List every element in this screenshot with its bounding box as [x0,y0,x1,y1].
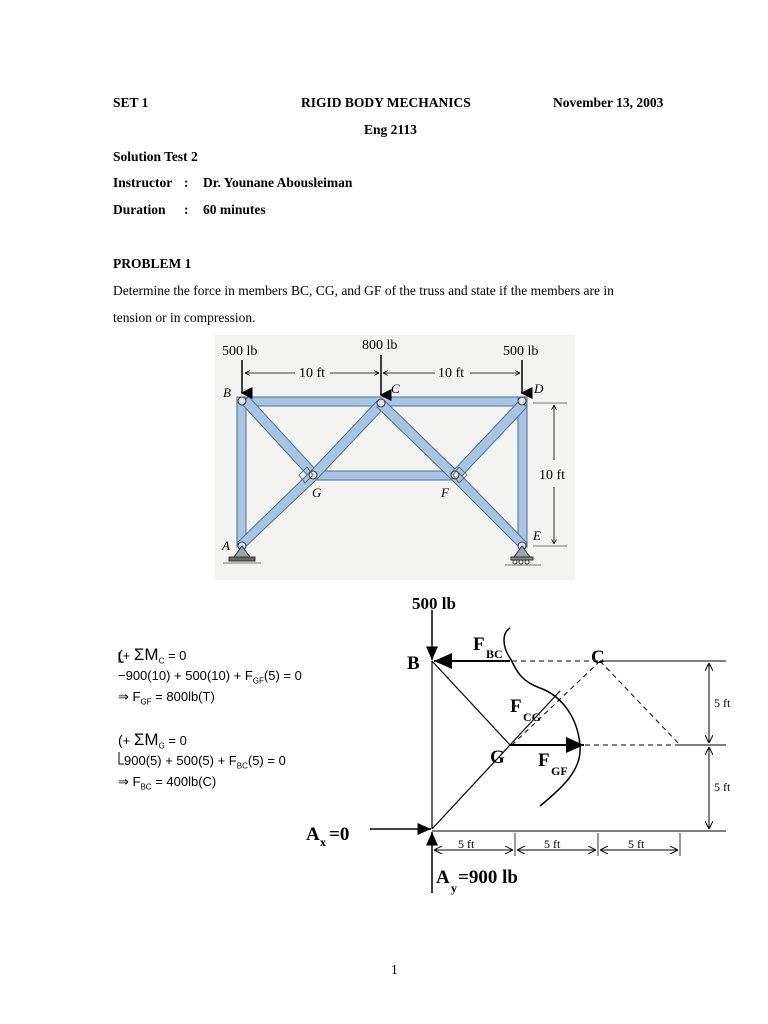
set-label: SET 1 [113,95,149,110]
fbd-label-g: G [490,747,505,768]
fbd-ax-val: =0 [329,824,350,845]
joint-d [518,397,526,405]
duration-value: 60 minutes [203,202,266,217]
course-code: Eng 2113 [364,122,417,137]
fbd-ay-val: =900 lb [458,867,518,888]
truss-span-left: 10 ft [299,366,326,381]
problem-title: PROBLEM 1 [113,256,192,271]
fbd-fbc-main: F [473,634,485,655]
fbd-ax-main: A [306,824,320,845]
truss-load-left: 500 lb [222,344,258,359]
truss-label-b: B [223,385,231,400]
member-ab [237,397,246,547]
truss-label-a: A [222,538,230,553]
truss-figure [215,335,575,580]
fbd-load-label: 500 lb [412,594,456,613]
truss-label-c: C [391,381,400,396]
exam-date: November 13, 2003 [553,95,664,110]
member-gf [311,471,453,480]
duration-label: Duration [113,202,166,217]
equation-1: $-900(10) + 500(10) + F_{GF}(5) = 0$ [118,668,302,686]
member-de [518,397,527,547]
fbd-ay-sub: y [451,881,457,895]
instructor-colon: : [184,175,189,190]
instructor-label: Instructor [113,175,173,190]
fbd-dim-h1: 5 ft [458,837,475,851]
free-body-diagram [300,588,740,898]
fbd-dim-h2: 5 ft [544,837,561,851]
fbd-member-bg [432,661,510,745]
moment-c-header: (+ $\Sigma M_C = 0$ [118,645,187,666]
result-fgf: ⇒ $F_{GF} = 800lb(T)$ [118,689,215,707]
fbd-label-b: B [407,653,420,674]
moment-g-header: (+ $\Sigma M_G = 0$ [118,730,187,751]
page-number: 1 [391,962,398,977]
result-fbc: ⇒ $F_{BC} = 400lb(C)$ [118,774,217,792]
truss-label-g: G [312,485,322,500]
fbd-ay-main: A [436,867,450,888]
fbd-dim-v2: 5 ft [714,780,731,794]
truss-span-right: 10 ft [438,366,465,381]
problem-statement-line1: Determine the force in members BC, CG, and GF of the truss and state if the members are in [113,283,614,298]
truss-height: 10 ft [539,468,566,483]
solution-label: Solution Test 2 [113,149,198,164]
rotation-icon [117,650,125,664]
duration-colon: : [184,202,189,217]
fbd-fbc-sub: BC [486,647,503,661]
truss-load-right: 500 lb [503,344,539,359]
problem-statement-line2: tension or in compression. [113,310,256,325]
joint-b [238,397,246,405]
fbd-label-c: C [591,647,605,668]
fbd-dim-h3: 5 ft [628,837,645,851]
joint-c [377,399,385,407]
fbd-fgf-main: F [538,750,550,771]
truss-label-d: D [534,381,544,396]
fbd-fcg-sub: CG [523,710,541,724]
truss-label-f: F [441,485,449,500]
section-cut [504,628,580,806]
truss-load-center: 800 lb [362,338,398,353]
course-title: RIGID BODY MECHANICS [301,95,471,110]
fbd-fgf-sub: GF [551,764,568,778]
equation-2: $900(5) + 500(5) + F_{BC}(5) = 0$ [124,753,286,771]
fbd-fcg-main: F [510,696,522,717]
fbd-ax-sub: x [320,835,326,849]
instructor-name: Dr. Younane Abousleiman [203,175,353,190]
fbd-dim-v1: 5 ft [714,696,731,710]
truss-label-e: E [533,528,541,543]
